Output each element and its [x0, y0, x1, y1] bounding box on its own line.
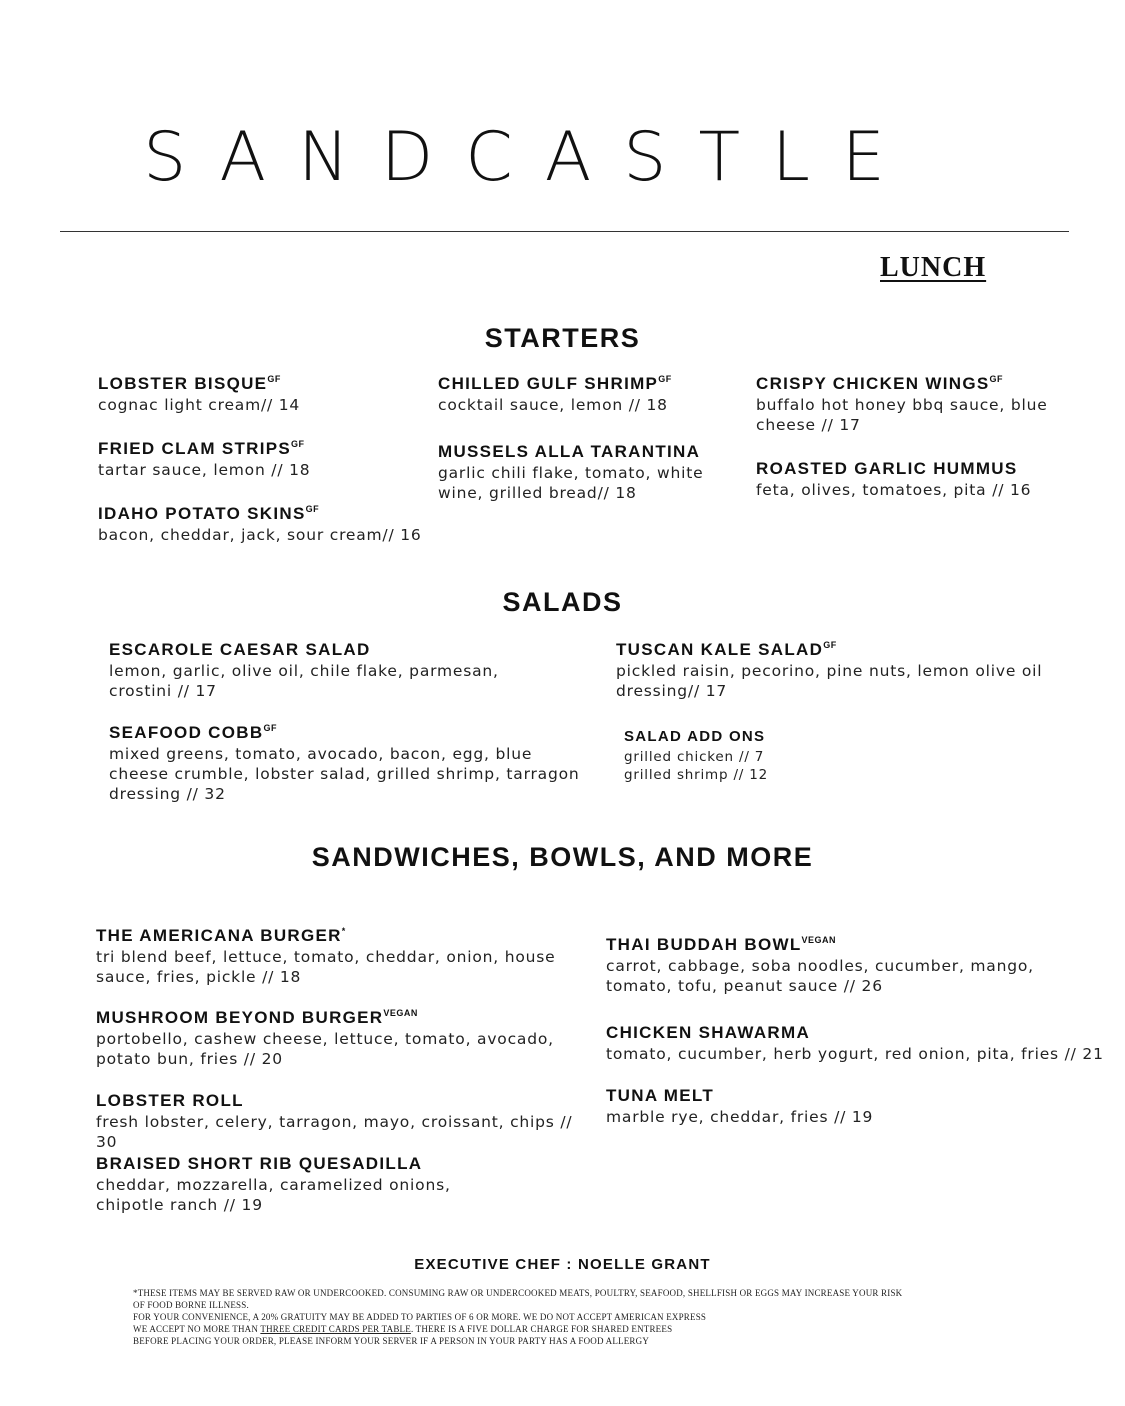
menu-item	[98, 503, 428, 545]
dietary-tag: GF	[291, 439, 305, 449]
item-description: bacon, cheddar, jack, sour cream// 16	[98, 526, 422, 544]
dietary-tag: GF	[305, 504, 320, 514]
add-ons-title: SALAD ADD ONS	[624, 728, 766, 745]
fine-print-text: WE ACCEPT NO MORE THAN	[133, 1324, 261, 1334]
item-description: cheddar, mozzarella, caramelized onions, chipotle ranch // 19	[96, 1176, 451, 1214]
fine-print-text: . THERE IS A FIVE DOLLAR CHARGE FOR SHARED ENTREES	[410, 1324, 673, 1334]
item-description: fresh lobster, celery, tarragon, mayo, croissant, chips // 30	[96, 1113, 573, 1151]
fine-print-line	[133, 1323, 1013, 1335]
item-name: CHILLED GULF SHRIMP	[438, 374, 659, 393]
menu-item	[616, 639, 1056, 701]
item-description: mixed greens, tomato, avocado, bacon, egg, blue cheese crumble, lobster salad, grilled shrimp, tarragon dressing // 32	[109, 745, 580, 803]
item-name: TUNA MELT	[606, 1086, 715, 1105]
header-divider	[60, 231, 1069, 232]
dietary-tag: GF	[658, 374, 672, 384]
section-title-sandwiches: SANDWICHES, BOWLS, AND MORE	[311, 842, 814, 872]
item-description: buffalo hot honey bbq sauce, blue cheese // 17	[756, 396, 1048, 434]
section-title-salads: SALADS	[502, 587, 623, 617]
item-description: marble rye, cheddar, fries // 19	[606, 1108, 874, 1126]
menu-item	[109, 639, 509, 701]
item-name: FRIED CLAM STRIPS	[98, 439, 292, 458]
item-description: portobello, cashew cheese, lettuce, tomato, avocado, potato bun, fries // 20	[96, 1030, 554, 1068]
item-name: MUSHROOM BEYOND BURGER	[96, 1008, 384, 1027]
dietary-tag: GF	[989, 374, 1003, 384]
menu-item	[606, 1022, 1106, 1064]
menu-item	[98, 373, 418, 415]
fine-print-line: BEFORE PLACING YOUR ORDER, PLEASE INFORM YOUR SERVER IF A PERSON IN YOUR PARTY HAS A FOOD ALLERGY	[133, 1336, 650, 1346]
item-name: MUSSELS ALLA TARANTINA	[438, 442, 701, 461]
credit-card-limit: THREE CREDIT CARDS PER TABLE	[260, 1324, 411, 1334]
meal-period-title: LUNCH	[880, 252, 987, 283]
menu-item	[96, 1007, 566, 1069]
menu-item	[96, 1153, 476, 1215]
menu-item	[438, 373, 733, 415]
dietary-tag: VEGAN	[383, 1008, 418, 1018]
dietary-tag: GF	[823, 640, 837, 650]
item-name: ROASTED GARLIC HUMMUS	[756, 459, 1018, 478]
item-description: tartar sauce, lemon // 18	[98, 461, 311, 479]
menu-item	[109, 722, 584, 804]
menu-item	[756, 373, 1056, 435]
item-name: THAI BUDDAH BOWL	[606, 935, 802, 954]
salad-add-ons	[624, 726, 924, 784]
item-description: garlic chili flake, tomato, white wine, grilled bread// 18	[438, 464, 704, 502]
item-name: ESCAROLE CAESAR SALAD	[109, 640, 371, 659]
executive-chef-credit: EXECUTIVE CHEF : NOELLE GRANT	[414, 1256, 711, 1273]
fine-print-line: *THESE ITEMS MAY BE SERVED RAW OR UNDERCOOKED. CONSUMING RAW OR UNDERCOOKED MEATS, POULTRY, SEAFOOD, SHELLFISH OR EGGS MAY INCREASE YOUR RISK	[133, 1288, 903, 1298]
item-description: tri blend beef, lettuce, tomato, cheddar, onion, house sauce, fries, pickle // 18	[96, 948, 556, 986]
fine-print-line: FOR YOUR CONVENIENCE, A 20% GRATUITY MAY BE ADDED TO PARTIES OF 6 OR MORE. WE DO NOT ACCEPT AMERICAN EXPRESS	[133, 1312, 707, 1322]
dietary-tag: GF	[267, 374, 281, 384]
item-description: cognac light cream// 14	[98, 396, 301, 414]
menu-item	[98, 438, 418, 480]
item-name: THE AMERICANA BURGER	[96, 926, 342, 945]
menu-item	[96, 1090, 591, 1152]
item-description: cocktail sauce, lemon // 18	[438, 396, 668, 414]
add-on-item: grilled chicken // 7	[624, 749, 765, 765]
item-description: lemon, garlic, olive oil, chile flake, parmesan, crostini // 17	[109, 662, 499, 700]
menu-item	[438, 441, 728, 503]
add-on-item: grilled shrimp // 12	[624, 767, 769, 783]
item-name: LOBSTER ROLL	[96, 1091, 244, 1110]
menu-item	[96, 925, 566, 987]
dietary-tag: *	[341, 926, 346, 936]
item-description: pickled raisin, pecorino, pine nuts, lemon olive oil dressing// 17	[616, 662, 1043, 700]
item-description: carrot, cabbage, soba noodles, cucumber, mango, tomato, tofu, peanut sauce // 26	[606, 957, 1034, 995]
item-name: SEAFOOD COBB	[109, 723, 264, 742]
item-name: IDAHO POTATO SKINS	[98, 504, 306, 523]
item-description: tomato, cucumber, herb yogurt, red onion, pita, fries // 21	[606, 1045, 1104, 1063]
fine-print	[133, 1287, 1013, 1347]
dietary-tag: VEGAN	[801, 935, 837, 945]
item-name: CRISPY CHICKEN WINGS	[756, 374, 990, 393]
menu-item	[606, 1085, 1006, 1127]
item-name: LOBSTER BISQUE	[98, 374, 268, 393]
menu-item	[756, 458, 1056, 500]
section-title-starters: STARTERS	[484, 323, 641, 353]
restaurant-name: SANDCASTLE	[143, 118, 917, 197]
item-name: TUSCAN KALE SALAD	[616, 640, 824, 659]
item-description: feta, olives, tomatoes, pita // 16	[756, 481, 1032, 499]
fine-print-line: OF FOOD BORNE ILLNESS.	[133, 1300, 249, 1310]
menu-item	[606, 934, 1096, 996]
dietary-tag: GF	[263, 723, 277, 733]
item-name: BRAISED SHORT RIB QUESADILLA	[96, 1154, 423, 1173]
item-name: CHICKEN SHAWARMA	[606, 1023, 811, 1042]
